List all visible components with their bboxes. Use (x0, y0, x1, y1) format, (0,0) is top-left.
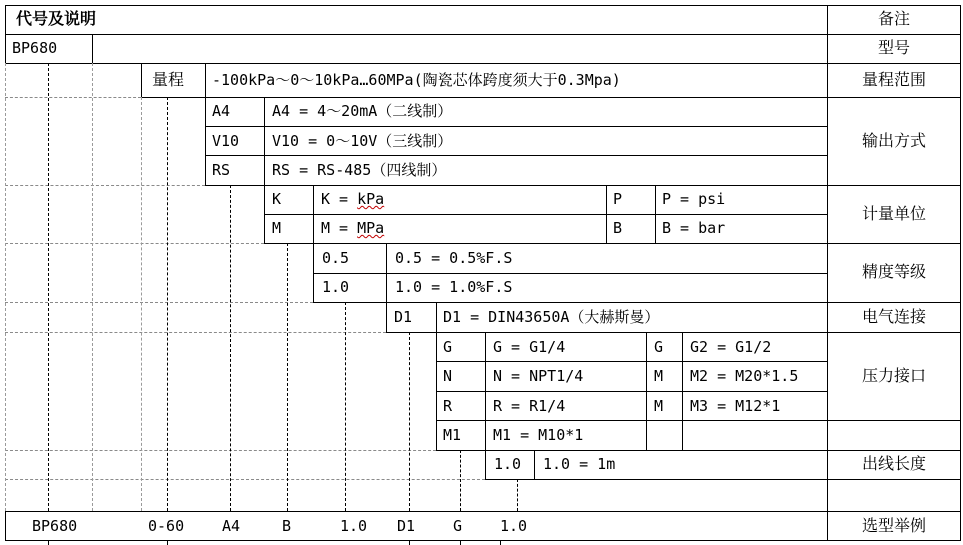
rule (646, 332, 647, 450)
leader-tail (167, 541, 168, 545)
port-remark: 压力接口 (861, 366, 926, 385)
leader-output (230, 185, 231, 511)
rule (386, 243, 387, 332)
output-code-rs: RS (212, 161, 231, 179)
output-code-v10: V10 (212, 132, 240, 150)
port-desc-r: R = R1/4 (493, 397, 566, 415)
example-output: A4 (222, 517, 241, 535)
rule (534, 450, 535, 479)
rule (655, 185, 656, 243)
unit-desc-m-prefix: M = (321, 219, 358, 237)
unit-desc-m-unit: MPa (357, 219, 385, 237)
leader-cable (517, 479, 518, 511)
output-code-a4: A4 (212, 102, 231, 120)
electrical-desc: D1 = DIN43650A（大赫斯曼） (443, 308, 660, 326)
leader-range (167, 97, 168, 511)
rule (606, 185, 607, 243)
output-remark: 输出方式 (861, 131, 926, 150)
port-desc-g2: G2 = G1/2 (690, 338, 772, 356)
rule (313, 185, 314, 302)
leader-tail (460, 541, 461, 545)
rule (141, 63, 142, 97)
guide-line (141, 97, 142, 511)
leader-tail (500, 541, 501, 545)
rule (485, 332, 486, 479)
port-code-g2: G (654, 338, 664, 356)
rule (5, 34, 960, 35)
rule (92, 34, 93, 63)
rule (264, 97, 265, 243)
unit-code-k: K (272, 190, 282, 208)
example-cable: 1.0 (500, 517, 528, 535)
unit-desc-b: B = bar (662, 219, 726, 237)
guide-line (5, 450, 436, 451)
remarks-header: 备注 (877, 9, 910, 28)
cable-code: 1.0 (494, 455, 522, 473)
port-code-r: R (443, 397, 453, 415)
table-title: 代号及说明 (16, 9, 97, 28)
rule (264, 214, 827, 215)
rule (5, 540, 960, 541)
leader-tail (48, 541, 49, 545)
example-remark: 选型举例 (861, 516, 926, 535)
guide-line (5, 97, 141, 98)
model-code: BP680 (12, 39, 58, 57)
example-port: G (453, 517, 463, 535)
guide-line (5, 243, 264, 244)
rule (5, 63, 960, 64)
electrical-code: D1 (394, 308, 413, 326)
unit-code-m: M (272, 219, 282, 237)
leader-tail (409, 541, 410, 545)
port-desc-n: N = NPT1/4 (493, 367, 584, 385)
unit-desc-p: P = psi (662, 190, 726, 208)
unit-desc-k-unit: kPa (357, 190, 385, 208)
guide-line (5, 332, 386, 333)
output-desc-v10: V10 = 0～10V（三线制） (272, 132, 453, 150)
range-desc: -100kPa～0～10kPa…60MPa(陶瓷芯体跨度须大于0.3Mpa) (212, 71, 621, 89)
guide-line (5, 63, 6, 511)
unit-desc-k (321, 189, 384, 209)
rule (682, 332, 683, 450)
guide-line (5, 185, 205, 186)
leader-port (460, 450, 461, 511)
port-desc-g: G = G1/4 (493, 338, 566, 356)
rule (205, 155, 827, 156)
unit-desc-m (321, 218, 384, 238)
leader-accuracy (345, 302, 346, 511)
output-desc-a4: A4 = 4～20mA（二线制） (272, 102, 453, 120)
example-accuracy: 1.0 (340, 517, 368, 535)
example-range: 0-60 (148, 517, 185, 535)
rule (485, 479, 960, 480)
rule (5, 511, 960, 512)
port-desc-m2: M2 = M20*1.5 (690, 367, 799, 385)
leader-electrical (409, 332, 410, 511)
output-desc-rs: RS = RS-485（四线制） (272, 161, 447, 179)
electrical-remark: 电气连接 (861, 307, 926, 326)
accuracy-remark: 精度等级 (861, 262, 926, 281)
cable-desc: 1.0 = 1m (543, 455, 616, 473)
rule (436, 302, 437, 450)
accuracy-code-10: 1.0 (322, 278, 350, 296)
unit-code-b: B (613, 219, 623, 237)
rule (5, 5, 6, 63)
rule (5, 5, 960, 6)
leader-model (48, 63, 49, 511)
port-code-m2: M (654, 367, 664, 385)
rule (313, 302, 960, 303)
rule (205, 126, 827, 127)
rule (436, 420, 960, 421)
port-desc-m1: M1 = M10*1 (493, 426, 584, 444)
example-unit: B (282, 517, 292, 535)
guide-line (92, 63, 93, 511)
rule (436, 391, 827, 392)
cable-remark: 出线长度 (861, 454, 926, 473)
guide-line (5, 302, 313, 303)
range-remark: 量程范围 (861, 70, 926, 89)
unit-desc-k-prefix: K = (321, 190, 358, 208)
rule (205, 63, 206, 185)
rule (205, 185, 960, 186)
example-electrical: D1 (397, 517, 416, 535)
rule (264, 243, 960, 244)
accuracy-code-05: 0.5 (322, 249, 350, 267)
port-code-m3: M (654, 397, 664, 415)
model-remark: 型号 (877, 38, 910, 57)
rule (436, 450, 960, 451)
unit-remark: 计量单位 (861, 204, 926, 223)
port-desc-m3: M3 = M12*1 (690, 397, 781, 415)
port-code-m1: M1 (443, 426, 462, 444)
range-label: 量程 (152, 70, 185, 89)
leader-unit (287, 243, 288, 511)
rule (960, 5, 961, 541)
port-code-n: N (443, 367, 453, 385)
accuracy-desc-10: 1.0 = 1.0%F.S (395, 278, 513, 296)
unit-code-p: P (613, 190, 623, 208)
rule (386, 332, 960, 333)
guide-line (5, 479, 485, 480)
rule (313, 273, 827, 274)
rule (436, 361, 827, 362)
port-code-g: G (443, 338, 453, 356)
accuracy-desc-05: 0.5 = 0.5%F.S (395, 249, 513, 267)
rule (5, 511, 6, 541)
example-model: BP680 (32, 517, 78, 535)
